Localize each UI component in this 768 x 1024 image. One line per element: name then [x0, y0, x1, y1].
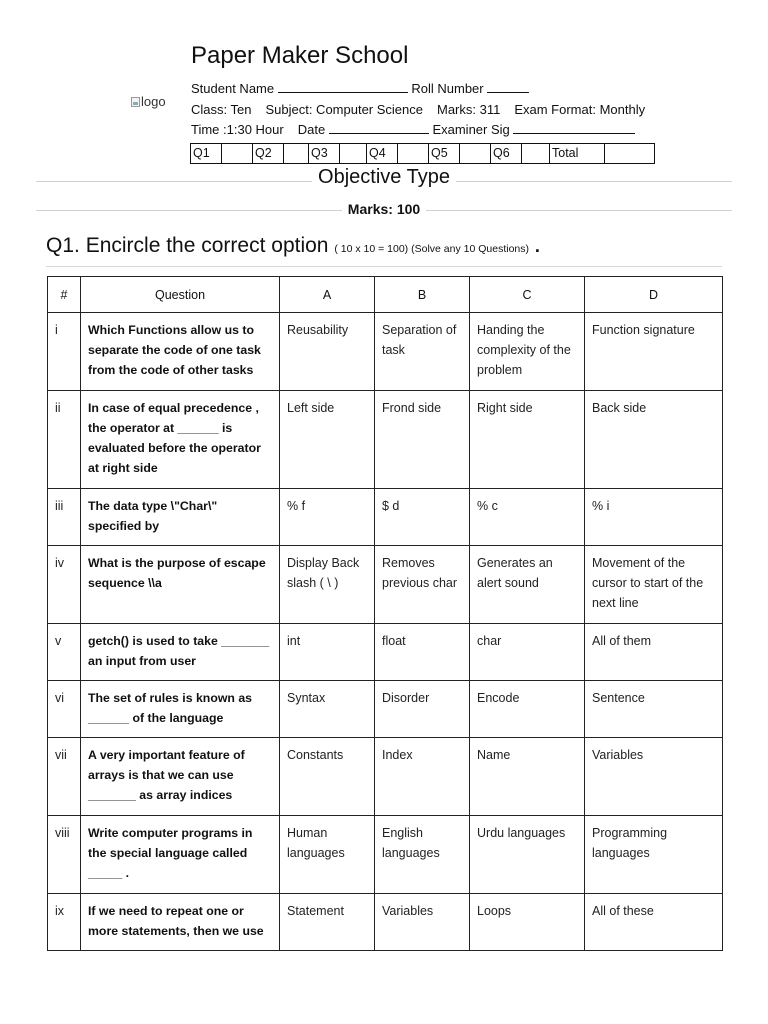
row-question: Write computer programs in the special language called _____ . — [81, 816, 280, 894]
option-c[interactable]: char — [470, 624, 585, 681]
row-number: ix — [48, 894, 81, 951]
row-number: vi — [48, 681, 81, 738]
option-b[interactable]: Removes previous char — [375, 546, 470, 624]
row-number: iii — [48, 489, 81, 546]
row-question: The set of rules is known as ______ of the language — [81, 681, 280, 738]
question-number: Q1. — [46, 234, 80, 257]
class-info-line — [191, 102, 645, 117]
option-a[interactable]: % f — [280, 489, 375, 546]
option-a[interactable]: Display Back slash ( \ ) — [280, 546, 375, 624]
score-label-q6: Q6 — [491, 144, 522, 164]
option-a[interactable]: int — [280, 624, 375, 681]
row-number: vii — [48, 738, 81, 816]
question-dot: . — [534, 236, 540, 256]
score-label-q3: Q3 — [309, 144, 340, 164]
header-option-c: C — [470, 277, 585, 313]
school-logo — [131, 94, 166, 109]
marks-label: Marks: 311 — [437, 102, 501, 117]
section-title-text: Objective Type — [312, 166, 456, 188]
table-row — [48, 391, 723, 489]
option-b[interactable]: English languages — [375, 816, 470, 894]
table-row — [48, 624, 723, 681]
score-label-q4: Q4 — [367, 144, 398, 164]
option-a[interactable]: Left side — [280, 391, 375, 489]
option-c[interactable]: Generates an alert sound — [470, 546, 585, 624]
table-row — [48, 546, 723, 624]
option-b[interactable]: $ d — [375, 489, 470, 546]
header-option-d: D — [585, 277, 723, 313]
option-b[interactable]: float — [375, 624, 470, 681]
time-label: Time :1:30 Hour — [191, 122, 284, 137]
logo-alt-text: logo — [141, 94, 166, 109]
broken-image-icon — [131, 97, 140, 107]
roll-number-blank — [487, 82, 529, 93]
score-box-q4[interactable] — [398, 144, 429, 164]
score-label-q5: Q5 — [429, 144, 460, 164]
date-blank — [329, 123, 429, 134]
header-question: Question — [81, 277, 280, 313]
option-c[interactable]: % c — [470, 489, 585, 546]
row-number: viii — [48, 816, 81, 894]
table-row — [48, 489, 723, 546]
table-row — [48, 313, 723, 391]
class-label: Class: Ten — [191, 102, 252, 117]
option-d[interactable]: Programming languages — [585, 816, 723, 894]
row-question: If we need to repeat one or more statements, then we use — [81, 894, 280, 951]
score-row — [191, 144, 655, 164]
row-question: getch() is used to take _______ an input from user — [81, 624, 280, 681]
question-heading — [46, 234, 540, 258]
question-rule — [46, 266, 722, 267]
option-b[interactable]: Index — [375, 738, 470, 816]
header-option-a: A — [280, 277, 375, 313]
score-label-q1: Q1 — [191, 144, 222, 164]
section-marks — [0, 201, 768, 217]
student-name-blank — [278, 82, 408, 93]
option-a[interactable]: Constants — [280, 738, 375, 816]
option-c[interactable]: Name — [470, 738, 585, 816]
header-number: # — [48, 277, 81, 313]
header-option-b: B — [375, 277, 470, 313]
row-number: iv — [48, 546, 81, 624]
option-d[interactable]: % i — [585, 489, 723, 546]
option-d[interactable]: All of these — [585, 894, 723, 951]
exam-format-label: Exam Format: Monthly — [514, 102, 646, 117]
question-scoring: ( 10 x 10 = 100) (Solve any 10 Questions) — [334, 243, 529, 255]
option-d[interactable]: Sentence — [585, 681, 723, 738]
row-question: In case of equal precedence , the operator at ______ is evaluated before the operator at right side — [81, 391, 280, 489]
roll-number-label: Roll Number — [411, 81, 484, 96]
date-label: Date — [297, 122, 326, 137]
mcq-header-row — [48, 277, 723, 313]
option-a[interactable]: Statement — [280, 894, 375, 951]
option-c[interactable]: Loops — [470, 894, 585, 951]
option-c[interactable]: Right side — [470, 391, 585, 489]
score-label-q2: Q2 — [253, 144, 284, 164]
score-box-total[interactable] — [605, 144, 655, 164]
option-d[interactable]: Function signature — [585, 313, 723, 391]
section-title — [0, 166, 768, 189]
row-number: v — [48, 624, 81, 681]
option-b[interactable]: Disorder — [375, 681, 470, 738]
score-label-total: Total — [550, 144, 605, 164]
time-info-line — [191, 122, 635, 137]
row-question: The data type \"Char\" specified by — [81, 489, 280, 546]
row-number: ii — [48, 391, 81, 489]
question-text: Encircle the correct option — [85, 234, 329, 257]
score-box-q3[interactable] — [340, 144, 367, 164]
table-row — [48, 681, 723, 738]
row-number: i — [48, 313, 81, 391]
option-a[interactable]: Syntax — [280, 681, 375, 738]
score-box-q1[interactable] — [222, 144, 253, 164]
score-box-q5[interactable] — [460, 144, 491, 164]
option-b[interactable]: Variables — [375, 894, 470, 951]
mcq-table — [47, 276, 723, 951]
examiner-blank — [513, 123, 635, 134]
score-table — [190, 143, 655, 164]
subject-label: Subject: Computer Science — [265, 102, 423, 117]
option-a[interactable]: Human languages — [280, 816, 375, 894]
option-d[interactable]: Back side — [585, 391, 723, 489]
score-box-q2[interactable] — [284, 144, 309, 164]
option-c[interactable]: Encode — [470, 681, 585, 738]
option-a[interactable]: Reusability — [280, 313, 375, 391]
option-c[interactable]: Urdu languages — [470, 816, 585, 894]
row-question: A very important feature of arrays is that we can use _______ as array indices — [81, 738, 280, 816]
option-d[interactable]: Variables — [585, 738, 723, 816]
option-d[interactable]: All of them — [585, 624, 723, 681]
table-row — [48, 738, 723, 816]
section-marks-text: Marks: 100 — [342, 201, 426, 217]
row-question: What is the purpose of escape sequence \\a — [81, 546, 280, 624]
table-row — [48, 816, 723, 894]
student-info-line — [191, 81, 529, 96]
school-name: Paper Maker School — [191, 42, 409, 69]
row-question: Which Functions allow us to separate the code of one task from the code of other tasks — [81, 313, 280, 391]
table-row — [48, 894, 723, 951]
option-b[interactable]: Separation of task — [375, 313, 470, 391]
score-box-q6[interactable] — [522, 144, 550, 164]
option-c[interactable]: Handing the complexity of the problem — [470, 313, 585, 391]
student-name-label: Student Name — [191, 81, 275, 96]
examiner-label: Examiner Sig — [432, 122, 510, 137]
option-d[interactable]: Movement of the cursor to start of the next line — [585, 546, 723, 624]
option-b[interactable]: Frond side — [375, 391, 470, 489]
